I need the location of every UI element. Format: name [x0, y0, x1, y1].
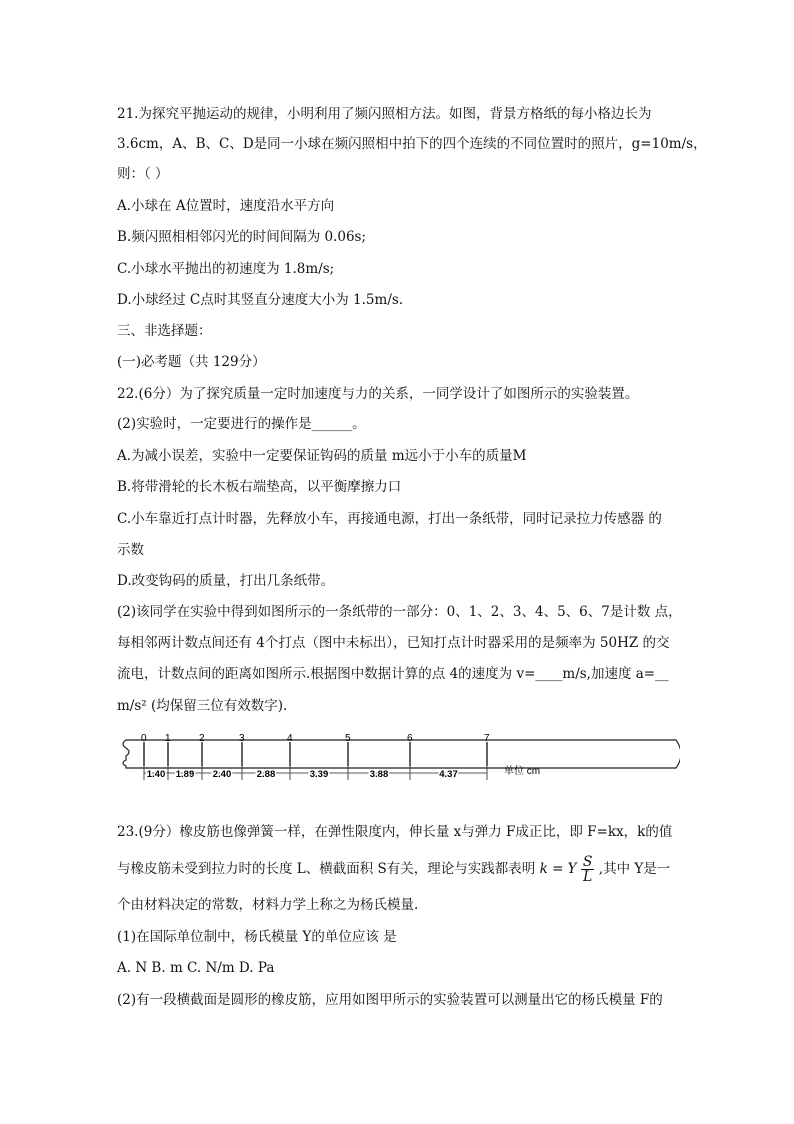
- q22-part2-line4: m/s² (均保留三位有效数字).: [117, 698, 288, 714]
- tape-point-label-2: 2: [199, 733, 205, 744]
- q21-line1: 21.为探究平抛运动的规律，小明利用了频闪照相方法。如图，背景方格纸的每小格边长为: [117, 106, 652, 122]
- q22-option-c-line1: C.小车靠近打点计时器，先释放小车，再接通电源，打出一条纸带，同时记录拉力传感器 的: [117, 511, 662, 527]
- q23-line2-text-a: 与橡皮筋未受到拉力时的长度 L、横截面积 S有关，理论与实践都表明: [117, 861, 536, 877]
- q22-part2-line3: 流电，计数点间的距离如图所示.根据图中数据计算的点 4的速度为 v=____m/s,加速度 a=__: [117, 666, 669, 682]
- q23-options: A. N B. m C. N/m D. Pa: [117, 960, 275, 976]
- q23-line2: [117, 850, 670, 888]
- q21-option-d: D.小球经过 C点时其竖直分速度大小为 1.5m/s.: [117, 292, 404, 308]
- q22-line1: 22.(6分）为了探究质量一定时加速度与力的关系，一同学设计了如图所示的实验装置。: [117, 386, 639, 402]
- q22-option-d: D.改变钩码的质量，打出几条纸带。: [117, 573, 335, 589]
- tape-distance-label-0: 1.40: [146, 769, 166, 780]
- tape-distance-label-2: 2.40: [212, 769, 232, 780]
- q23-line1: 23.(9分）橡皮筋也像弹簧一样，在弹性限度内，伸长量 x与弹力 F成正比，即 F=kx，k的值: [117, 824, 673, 840]
- q21-option-a: A.小球在 A位置时，速度沿水平方向: [117, 198, 335, 214]
- tape-distance-0: [144, 766, 168, 780]
- tape-distance-label-3: 2.88: [256, 769, 276, 780]
- tape-point-label-4: 4: [287, 733, 293, 744]
- q22-option-a: A.为减小误差，实验中一定要保证钩码的质量 m远小于小车的质量M: [117, 448, 527, 464]
- q21-line3: 则：（ ）: [117, 166, 169, 182]
- tape-point-label-0: 0: [141, 733, 147, 744]
- q21-option-c: C.小球水平抛出的初速度为 1.8m/s;: [117, 261, 335, 277]
- q21-option-b: B.频闪照相相邻闪光的时间间隔为 0.06s;: [117, 229, 367, 245]
- q22-option-c-line2: 示数: [117, 542, 144, 558]
- q22-option-b: B.将带滑轮的长木板右端垫高，以平衡摩擦力口: [117, 479, 402, 495]
- tape-distance-label-1: 1.89: [175, 769, 195, 780]
- tape-outline: [123, 740, 680, 768]
- tape-point-label-6: 6: [407, 733, 413, 744]
- q23-part1: (1)在国际单位制中，杨氏模量 Y的单位应该 是: [117, 929, 397, 945]
- q21-line2: 3.6cm，A、B、C、D是同一小球在频闪照相中拍下的四个连续的不同位置时的照片，g=10m/s，: [117, 136, 707, 152]
- q22-part2-line1: (2)该同学在实验中得到如图所示的一条纸带的一部分：0、1、2、3、4、5、6、7是计数 点，: [117, 604, 682, 620]
- tape-unit-label: 单位 cm: [504, 766, 541, 777]
- tape-point-label-5: 5: [345, 733, 351, 744]
- tape-point-label-7: 7: [484, 733, 490, 744]
- formula-k-equals-y: k = Y: [539, 861, 577, 877]
- formula-denominator: L: [583, 869, 593, 885]
- q23-part2: (2)有一段横截面是圆形的橡皮筋，应用如图甲所示的实验装置可以测量出它的杨氏模量 F的: [117, 992, 663, 1008]
- q22-part2-line2: 每相邻两计数点间还有 4个打点（图中未标出），已知打点计时器采用的是频率为 50HZ 的交: [117, 635, 670, 651]
- tape-point-label-1: 1: [165, 733, 171, 744]
- paper-tape-diagram: [120, 730, 680, 782]
- formula-numerator: S: [582, 854, 593, 870]
- q23-line3: 个由材料决定的常数，材料力学上称之为杨氏模量.: [117, 897, 419, 913]
- tape-point-label-3: 3: [239, 733, 245, 744]
- section-heading: 三、非选择题：: [117, 323, 212, 339]
- q22-part1: (2)实验时，一定要进行的操作是______。: [117, 416, 366, 432]
- section-subheading: (一)必考题（共 129分）: [117, 354, 266, 370]
- tape-distance-label-4: 3.39: [309, 769, 329, 780]
- tape-distance-label-5: 3.88: [369, 769, 389, 780]
- formula-fraction: [581, 855, 595, 884]
- tape-distance-label-6: 4.37: [439, 769, 458, 780]
- q23-line2-text-b: ,其中 Y是一: [598, 861, 671, 877]
